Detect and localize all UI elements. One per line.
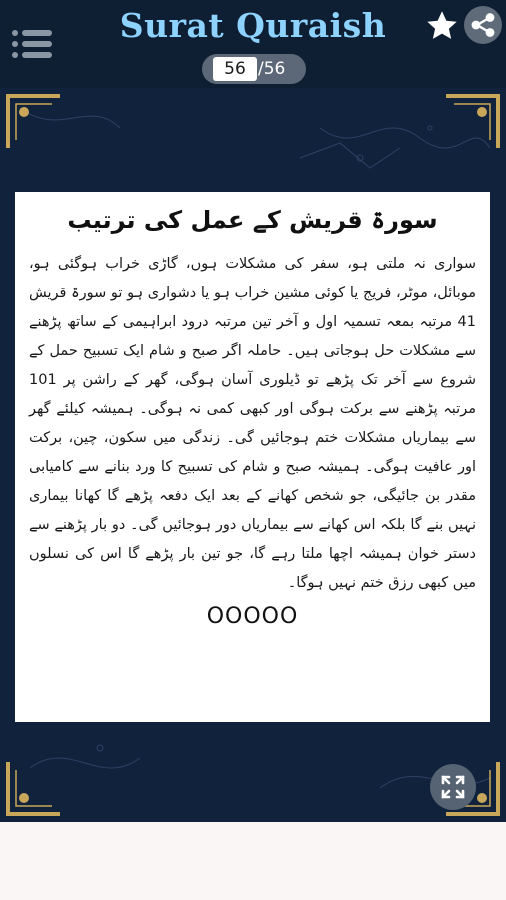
page-indicator: [202, 54, 306, 84]
page-content: [15, 192, 490, 722]
app-bar: [0, 0, 506, 88]
reader-panel[interactable]: [0, 88, 506, 822]
corner-ornament-bottom-left: [4, 758, 64, 818]
star-icon[interactable]: [424, 8, 460, 44]
page-body-text: سواری نہ ملتی ہو، سفر کی مشکلات ہوں، گاڑی خراب ہوگئی ہو، موبائل، موٹر، فریج یا کوئی مشین خراب ہو یا دشواری ہو تو سورۃ قریش 41 مرتبہ بمعہ تسمیہ اول و آخر تین مرتبہ درود ابراہیمی کے ساتھ پڑھنے سے مشکلات حل ہوجاتی ہیں۔ حاملہ اگر صبح و شام ایک تسبیح حمل کے شروع سے آخر تک پڑھے تو ڈیلوری آسان ہوگی، گھر کے راشن پر 101 مرتبہ پڑھنے سے برکت ہوگی اور کبھی کمی نہ ہوگی۔ ہمیشہ کیلئے گھر سے بیماریاں مشکلات ختم ہوجائیں گی۔ زندگی میں سکون، چین، برکت اور عافیت ہوگی۔ ہمیشہ صبح و شام کی تسبیح کا ورد بنانے سے کامیابی مقدر بن جائیگی، جو شخص کھانے کے بعد ایک دفعہ پڑھے گا کھانا بیماری نہیں بنے گا بلکہ اس کھانے سے بیماریاں دور ہوجائیں گی۔ دو بار پڑھنے سے دستر خوان ہمیشہ اچھا ملتا رہے گا، جو تین بار پڑھے گا اس کی نسلوں میں کبھی رزق ختم نہیں ہوگا۔: [29, 256, 476, 591]
page-number-input[interactable]: 56: [213, 57, 257, 81]
end-mark: OOOOO: [206, 604, 299, 629]
corner-ornament-top-left: [4, 92, 64, 152]
page-heading: سورۃ قریش کے عمل کی ترتیب: [67, 206, 438, 234]
corner-ornament-top-right: [442, 92, 502, 152]
page-total: /56: [258, 59, 286, 79]
expand-arrows-icon[interactable]: [430, 764, 476, 810]
share-icon[interactable]: [464, 6, 502, 44]
app-title: Surat Quraish: [119, 6, 387, 45]
